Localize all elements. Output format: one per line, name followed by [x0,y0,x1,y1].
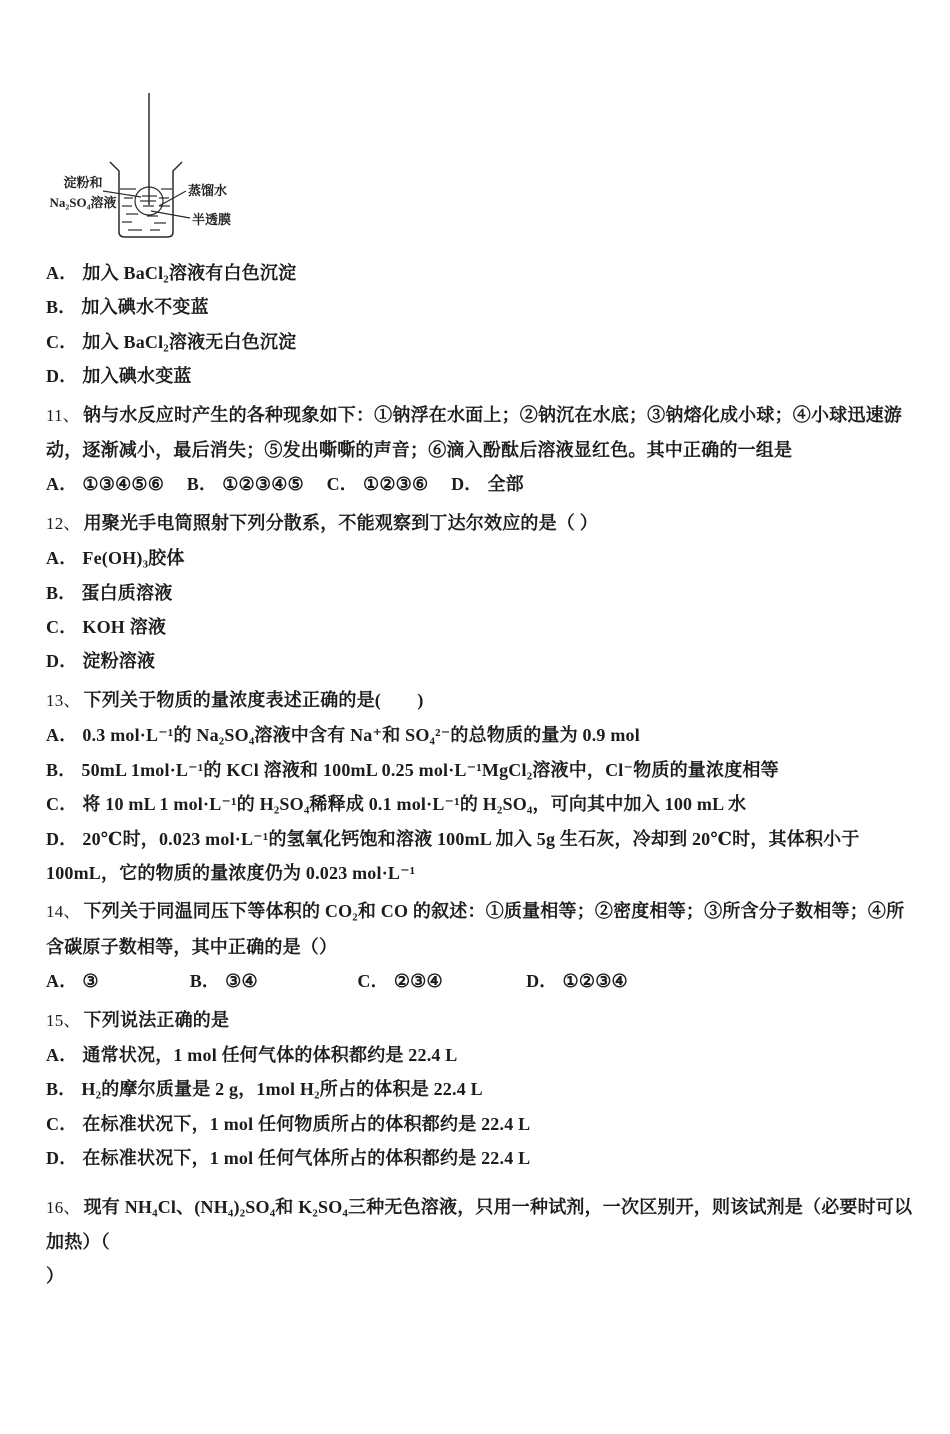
question-number: 12、 [46,513,81,533]
question-stem [46,683,920,718]
option-label: A． [46,971,78,992]
option-label: B． [46,1079,77,1100]
options-inline-row [46,467,920,501]
option-text: ③④ [225,971,258,992]
option-row [46,610,920,644]
option-text: 通常状况，1 mol 任何气体的体积都约是 22.4 L [82,1044,458,1065]
question-number: 15、 [46,1010,81,1030]
option-text: Fe(OH)₃胶体 [82,548,185,569]
option-text: 蛋白质溶液 [81,582,173,603]
option-label: A． [46,548,78,569]
option-row [46,541,920,575]
question-14 [46,894,920,998]
option-label: B． [189,971,221,992]
option-label: D． [451,474,483,495]
option-text: 在标准状况下，1 mol 任何气体所占的体积都约是 22.4 L [82,1148,531,1169]
question-13 [46,683,920,890]
option-row [46,822,920,891]
question-number: 16、 [46,1197,81,1217]
question-stem [46,398,920,468]
option-row [46,787,920,821]
dialysis-experiment-illustration [46,90,306,250]
option-row [46,359,920,393]
option-text: 加入碘水不变蓝 [81,297,209,318]
question-stem [46,1003,920,1038]
option-label: D． [526,971,558,992]
option-row [46,256,920,290]
exam-page [0,90,950,1434]
option-text: ①②③④ [562,971,628,992]
label-semipermeable-membrane: 半透膜 [192,212,232,227]
option-row [46,1141,920,1175]
option-text: 全部 [487,474,524,495]
option-label: D． [46,828,78,849]
option-group [46,964,185,998]
option-label: A． [46,725,78,746]
option-row [46,325,920,359]
option-text: 加入碘水变蓝 [82,366,192,387]
option-text: 在标准状况下，1 mol 任何物质所占的体积都约是 22.4 L [82,1113,531,1134]
question-15 [46,1003,920,1176]
option-label: B． [46,759,77,780]
option-label: D． [46,366,78,387]
option-row [46,1038,920,1072]
option-text: ③ [82,971,99,992]
option-group [451,467,524,501]
option-text: 将 10 mL 1 mol·L⁻¹的 H₂SO₄稀释成 0.1 mol·L⁻¹的 H₂SO₄，可向其中加入 100 mL 水 [82,794,747,815]
option-text: 淀粉溶液 [82,651,156,672]
option-group [190,964,353,998]
option-label: D． [46,1148,78,1169]
option-row [46,290,920,324]
option-label: C． [326,474,358,495]
option-text: 20℃时，0.023 mol·L⁻¹的氢氧化钙饱和溶液 100mL 加入 5g 生石灰，冷却到 20℃时，其体积小于 100mL，它的物质的量浓度仍为 0.023 mol·L⁻¹ [46,828,860,883]
question-stem-text: 现有 NH₄Cl、(NH₄)₂SO₄和 K₂SO₄三种无色溶液，只用一种试剂，一次区别开，则该试剂是（必要时可以加热）（ [46,1196,913,1252]
option-row [46,644,920,678]
option-row [46,1072,920,1106]
option-text: H₂的摩尔质量是 2 g，1mol H₂所占的体积是 22.4 L [81,1079,483,1100]
question-16 [46,1190,920,1294]
option-label: A． [46,474,78,495]
option-row [46,576,920,610]
option-label: C． [46,331,78,352]
question-10-options [46,256,920,394]
option-row [46,1107,920,1141]
exam-content [0,90,950,1294]
option-row [46,753,920,787]
option-group [357,964,521,998]
option-label: A． [46,263,78,283]
question-stem [46,1190,920,1260]
question-number: 14、 [46,902,81,922]
option-label: C． [46,794,78,815]
option-text: ①②③④⑤ [222,474,304,495]
question-stem-text: 下列关于同温同压下等体积的 CO₂和 CO 的叙述：①质量相等；②密度相等；③所含分子数相等；④所含碳原子数相等，其中正确的是（） [46,901,905,957]
question-12 [46,506,920,679]
option-text: 0.3 mol·L⁻¹的 Na₂SO₄溶液中含有 Na⁺和 SO₄²⁻的总物质的量为 0.9 mol [82,725,640,746]
question-number: 11、 [46,405,80,425]
option-text: ②③④ [393,971,443,992]
option-row [46,718,920,752]
option-text: 加入 BaCl₂溶液有白色沉淀 [82,263,297,283]
question-stem-text: 钠与水反应时产生的各种现象如下：①钠浮在水面上；②钠沉在水底；③钠熔化成小球；④小球迅速游动，逐渐减小，最后消失；⑤发出嘶嘶的声音；⑥滴入酚酞后溶液显红色。其中正确的一组是 [46,404,902,461]
dialysis-diagram [46,90,306,250]
option-label: B． [46,297,77,318]
question-stem-text: 下列关于物质的量浓度表述正确的是( ) [83,689,424,710]
question-number: 13、 [46,690,81,710]
option-label: A． [46,1044,78,1065]
options-inline-row [46,964,920,998]
question-stem-text: 用聚光手电筒照射下列分散系，不能观察到丁达尔效应的是（ ） [83,512,598,533]
option-label: B． [46,582,77,603]
option-text: 加入 BaCl₂溶液无白色沉淀 [82,331,297,352]
option-label: C． [46,1113,78,1134]
label-starch-line2: Na₂SO₄溶液 [49,195,117,210]
label-distilled-water: 蒸馏水 [188,183,228,198]
option-text: ①②③⑥ [363,474,429,495]
option-group [526,964,628,998]
option-text: ①③④⑤⑥ [82,474,165,495]
option-text: KOH 溶液 [82,617,167,638]
leader-line-membrane [151,211,190,218]
question-stem-text: 下列说法正确的是 [83,1009,230,1030]
question-stem-tail: ） [46,1266,65,1287]
question-11 [46,398,920,502]
option-label: B． [186,474,218,495]
option-group [46,467,164,501]
question-stem [46,506,920,541]
label-starch-line1: 淀粉和 [63,175,103,190]
option-group [327,467,429,501]
option-text: 50mL 1mol·L⁻¹的 KCl 溶液和 100mL 0.25 mol·L⁻¹MgCl₂溶液中，Cl⁻物质的量浓度相等 [81,759,779,780]
question-stem [46,894,920,964]
option-label: C． [46,617,78,638]
option-label: D． [46,651,78,672]
option-label: C． [357,971,389,992]
option-group [187,467,304,501]
